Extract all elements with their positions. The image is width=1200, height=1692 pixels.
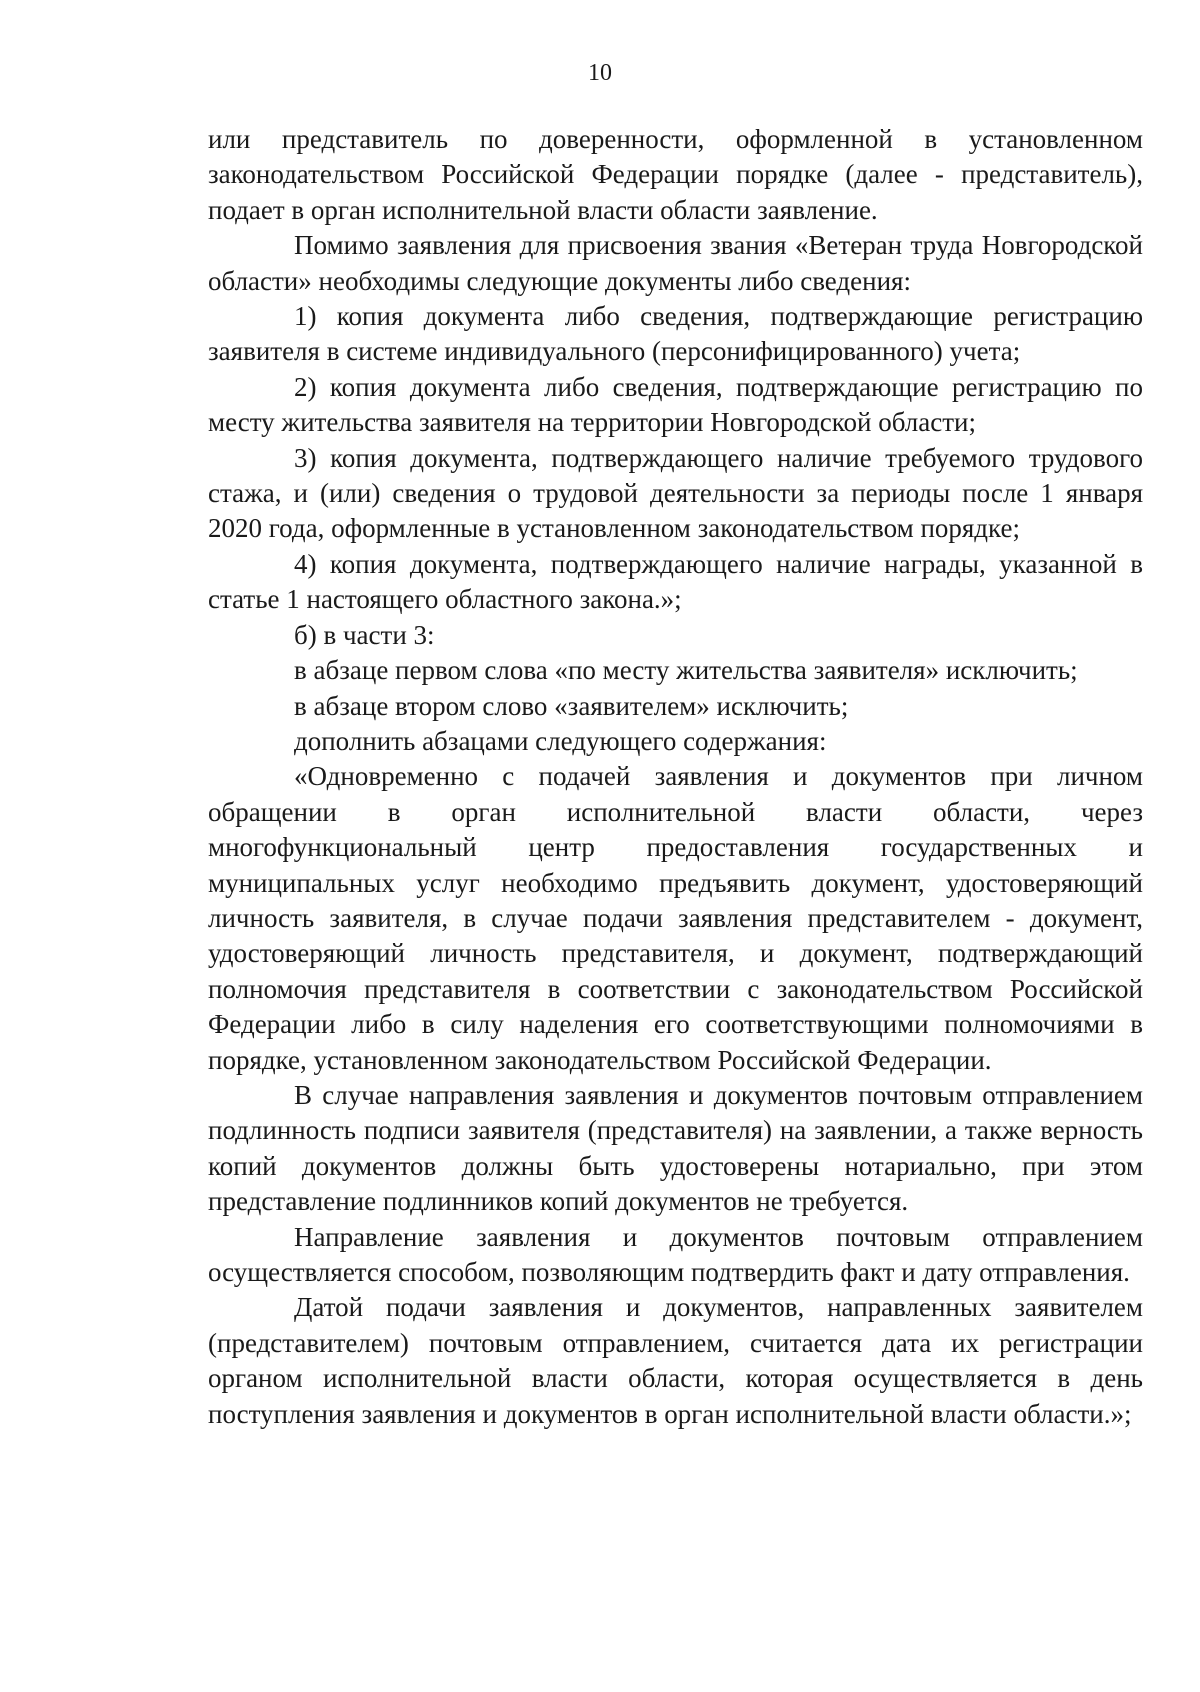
list-item: 2) копия документа либо сведения, подтверждающие регистрацию по месту жительства заявителя на территории Новгородской области; <box>208 371 1143 438</box>
list-item: 4) копия документа, подтверждающего наличие награды, указанной в статье 1 настоящего областного закона.»; <box>208 548 1143 615</box>
paragraph: в абзаце первом слова «по месту жительства заявителя» исключить; <box>294 655 1078 686</box>
page-number: 10 <box>588 60 612 86</box>
paragraph: в абзаце втором слово «заявителем» исключить; <box>294 690 849 721</box>
paragraph: или представитель по доверенности, оформленной в установленном законодательством Российской Федерации порядке (далее - представитель), подает в орган исполнительной власти области заявление. <box>208 124 1143 225</box>
paragraph: Датой подачи заявления и документов, направленных заявителем (представителем) почтовым отправлением, считается дата их регистрации органом исполнительной власти области, которая осуществляется в день поступления заявления и документов в орган исполнительной власти области.»; <box>208 1292 1143 1429</box>
paragraph: Помимо заявления для присвоения звания «Ветеран труда Новгородской области» необходимы следующие документы либо сведения: <box>208 230 1143 296</box>
paragraph: «Одновременно с подачей заявления и документов при личном обращении в орган исполнительной власти области, через многофункциональный центр предоставления государственных и муниципальных услуг необходимо предъявить документ, удостоверяющий личность заявителя, в случае подачи заявления представителем - документ, удостоверяющий личность представителя, и документ, подтверждающий полномочия представителя в соответствии с законодательством Российской Федерации либо в силу наделения его соответствующими полномочиями в порядке, установленном законодательством Российской Федерации. <box>208 761 1143 1075</box>
paragraph: Направление заявления и документов почтовым отправлением осуществляется способом, позволяющим подтвердить факт и дату отправления. <box>208 1221 1143 1287</box>
paragraph: В случае направления заявления и документов почтовым отправлением подлинность подписи заявителя (представителя) на заявлении, а также верность копий документов должны быть удостоверены нотариально, при этом представление подлинников копий документов не требуется. <box>208 1079 1143 1217</box>
paragraph: дополнить абзацами следующего содержания: <box>294 725 827 756</box>
document-body <box>208 122 1143 1432</box>
paragraph: б) в части 3: <box>294 619 435 650</box>
list-item: 3) копия документа, подтверждающего наличие требуемого трудового стажа, и (или) сведения о трудовой деятельности за периоды после 1 января 2020 года, оформленные в установленном законодательством порядке; <box>208 442 1143 544</box>
list-item: 1) копия документа либо сведения, подтверждающие регистрацию заявителя в системе индивидуального (персонифицированного) учета; <box>208 301 1143 367</box>
